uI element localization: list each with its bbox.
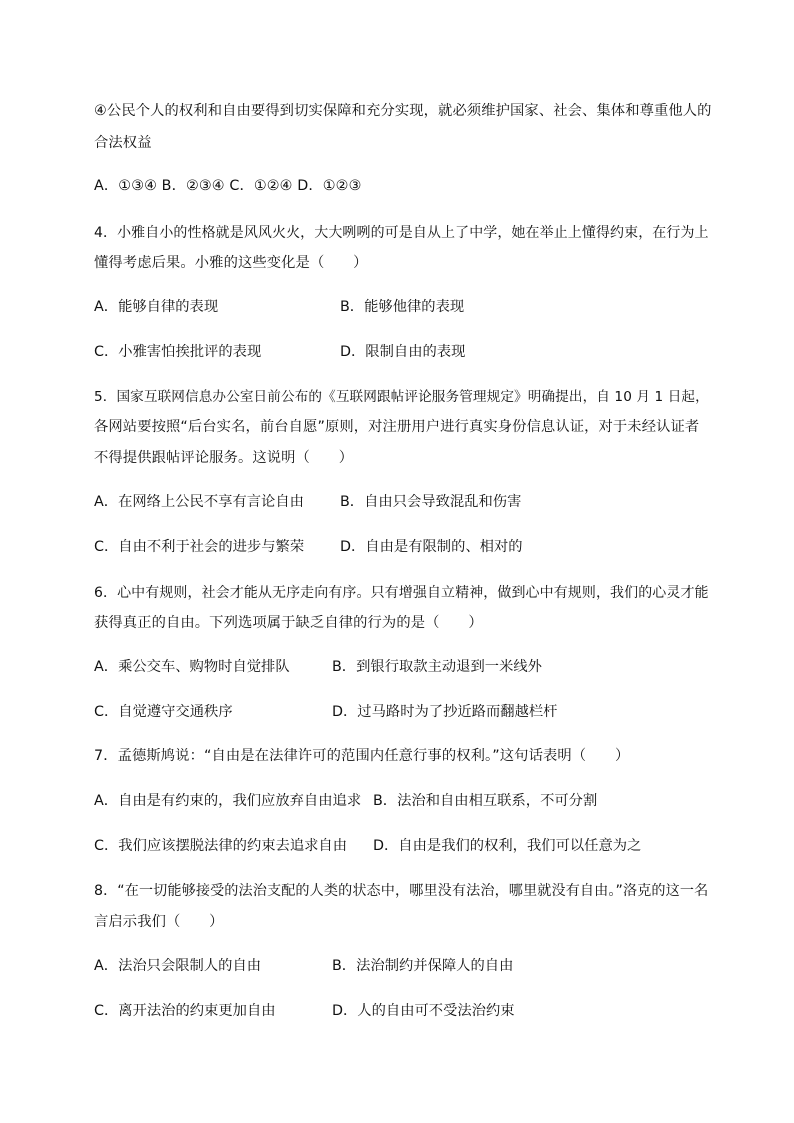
statement-4-line-1: ④公民个人的权利和自由要得到切实保障和充分实现，就必须维护国家、社会、集体和尊重他人的 <box>94 103 712 119</box>
q6-option-d: D．过马路时为了抄近路而翻越栏杆 <box>332 704 558 720</box>
q4-option-a: A．能够自律的表现 <box>94 299 219 315</box>
q4-stem-line-1: 4．小雅自小的性格就是风风火火，大大咧咧的可是自从上了中学，她在举止上懂得约束，在行为上 <box>94 225 709 241</box>
q5-option-a: A．在网络上公民不享有言论自由 <box>94 494 304 510</box>
q6-option-a: A．乘公交车、购物时自觉排队 <box>94 659 290 675</box>
q5-option-c: C．自由不利于社会的进步与繁荣 <box>94 539 305 555</box>
q8-option-d: D．人的自由可不受法治约束 <box>332 1003 515 1019</box>
q6-stem-line-1: 6．心中有规则，社会才能从无序走向有序。只有增强自立精神，做到心中有规则，我们的心灵才能 <box>94 585 709 601</box>
q7-option-a: A．自由是有约束的，我们应放弃自由追求 <box>94 793 362 809</box>
q6-stem-line-2: 获得真正的自由。下列选项属于缺乏自律的行为的是（ ） <box>94 615 483 631</box>
q5-option-b: B．自由只会导致混乱和伤害 <box>340 494 522 510</box>
q7-option-d: D．自由是我们的权利，我们可以任意为之 <box>373 838 642 854</box>
q4-option-b: B．能够他律的表现 <box>340 299 465 315</box>
q7-stem-line-1: 7．孟德斯鸠说：“自由是在法律许可的范围内任意行事的权利。”这句话表明（ ） <box>94 748 630 764</box>
q6-option-b: B．到银行取款主动退到一米线外 <box>332 659 542 675</box>
q5-option-d: D．自由是有限制的、相对的 <box>340 539 523 555</box>
q5-stem-line-2: 各网站要按照“后台实名，前台自愿”原则，对注册用户进行真实身份信息认证，对于未经认证者 <box>94 419 700 435</box>
q8-option-a: A．法治只会限制人的自由 <box>94 958 262 974</box>
q7-option-c: C．我们应该摆脱法律的约束去追求自由 <box>94 838 348 854</box>
q7-option-b: B．法治和自由相互联系，不可分割 <box>373 793 598 809</box>
q6-option-c: C．自觉遵守交通秩序 <box>94 704 233 720</box>
q4-option-d: D．限制自由的表现 <box>340 344 466 360</box>
q8-option-b: B．法治制约并保障人的自由 <box>332 958 514 974</box>
q4-stem-line-2: 懂得考虑后果。小雅的这些变化是（ ） <box>94 255 368 271</box>
q8-stem-line-1: 8．“在一切能够接受的法治支配的人类的状态中，哪里没有法治，哪里就没有自由。”洛克的这一名 <box>94 883 709 899</box>
statement-4-line-2: 合法权益 <box>94 135 152 151</box>
q5-stem-line-1: 5．国家互联网信息办公室日前公布的《互联网跟帖评论服务管理规定》明确提出，自 10 月 1 日起， <box>94 389 709 405</box>
q5-stem-line-3: 不得提供跟帖评论服务。这说明（ ） <box>94 450 354 466</box>
q8-option-c: C．离开法治的约束更加自由 <box>94 1003 276 1019</box>
q4-option-c: C．小雅害怕挨批评的表现 <box>94 344 262 360</box>
q8-stem-line-2: 言启示我们（ ） <box>94 914 224 930</box>
q3-options: A．①③④ B．②③④ C．①②④ D．①②③ <box>94 178 362 194</box>
